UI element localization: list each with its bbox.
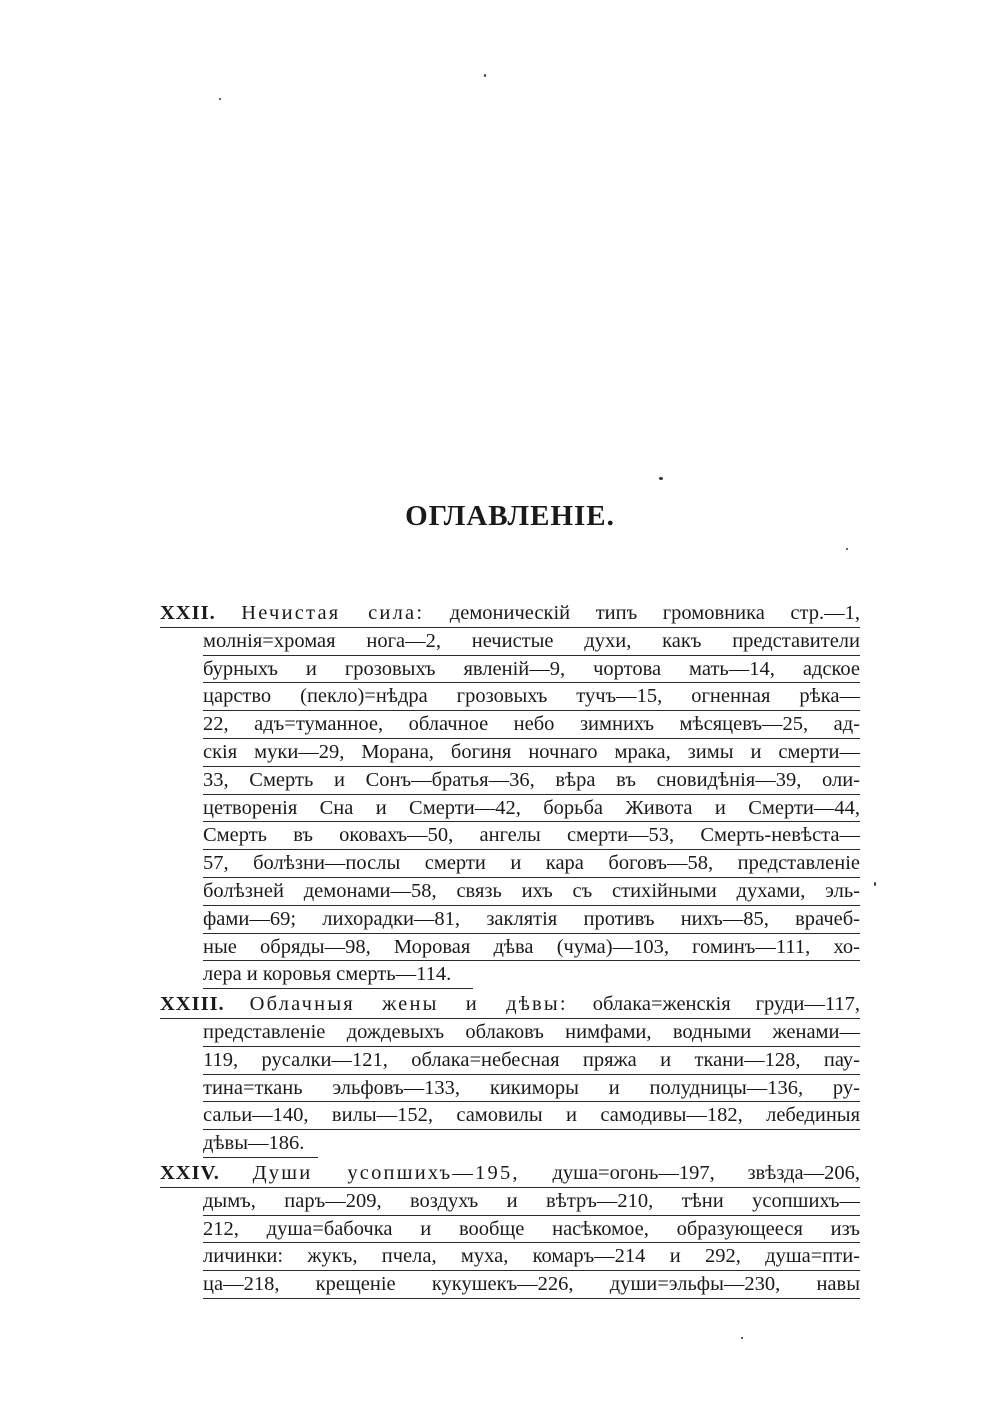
toc-line: сальи—140, вилы—152, самовилы и самодивы—182, лебединыя	[203, 1102, 860, 1130]
toc-line: фами—69; лихорадки—81, заклятія противъ нихъ—85, врачеб-	[203, 906, 860, 934]
chapter-numeral: XXII.	[160, 602, 216, 624]
toc-line: 57, болѣзни—послы смерти и кара боговъ—58, представленіе	[203, 850, 860, 878]
chapter-numeral: XXIV.	[160, 1161, 220, 1184]
toc-entry-xxiii	[160, 991, 860, 1158]
ink-speck	[219, 98, 221, 100]
toc-line-text: демоническій типъ громовника стр.—1,	[449, 602, 860, 624]
toc-entry-first-line	[160, 1160, 860, 1188]
page-title: ОГЛАВЛЕНІЕ.	[405, 500, 615, 532]
chapter-heading: Души усопшихъ—195,	[252, 1161, 520, 1184]
toc-line: ные обряды—98, Моровая дѣва (чума)—103, гоминъ—111, хо-	[203, 934, 860, 962]
ink-speck	[659, 477, 663, 480]
toc-line: лера и коровья смерть—114.	[203, 961, 473, 989]
toc-line: болѣзней демонами—58, связь ихъ съ стихійными духами, эль-	[203, 878, 860, 906]
toc-line: ца—218, крещеніе кукушекъ—226, души=эльфы—230, навы	[203, 1271, 860, 1299]
chapter-numeral: XXIII.	[160, 993, 225, 1016]
toc-entry-first-line	[160, 600, 860, 628]
toc-line: 212, душа=бабочка и вообще насѣкомое, образующееся изъ	[203, 1216, 860, 1244]
toc-line: представленіе дождевыхъ облаковъ нимфами, водными женами—	[203, 1019, 860, 1047]
toc-line: дымъ, паръ—209, воздухъ и вѣтръ—210, тѣни усопшихъ—	[203, 1188, 860, 1216]
toc-line: тина=ткань эльфовъ—133, кикиморы и полудницы—136, ру-	[203, 1075, 860, 1103]
toc-line-text: облака=женскія груди—117,	[592, 993, 860, 1016]
toc-line: скія муки—29, Морана, богиня ночнаго мрака, зимы и смерти—	[203, 739, 860, 767]
table-of-contents	[160, 600, 860, 1301]
toc-entry-first-line	[160, 991, 860, 1019]
ink-speck	[874, 882, 876, 886]
toc-entry-xxii	[160, 600, 860, 989]
toc-line: бурныхъ и грозовыхъ явленій—9, чортова мать—14, адское	[203, 656, 860, 684]
chapter-heading: Нечистая сила:	[241, 602, 425, 624]
toc-line: 119, русалки—121, облака=небесная пряжа и ткани—128, пау-	[203, 1047, 860, 1075]
ink-speck	[741, 1337, 743, 1339]
toc-line: личинки: жукъ, пчела, муха, комаръ—214 и 292, душа=пти-	[203, 1243, 860, 1271]
toc-line: молнія=хромая нога—2, нечистые духи, какъ представители	[203, 628, 860, 656]
toc-line: 33, Смерть и Сонъ—братья—36, вѣра въ сновидѣнія—39, оли-	[203, 767, 860, 795]
toc-line-text: душа=огонь—197, звѣзда—206,	[552, 1161, 860, 1184]
chapter-heading: Облачныя жены и дѣвы:	[249, 993, 568, 1016]
toc-line: 22, адъ=туманное, облачное небо зимнихъ мѣсяцевъ—25, ад-	[203, 711, 860, 739]
toc-line: цетворенія Сна и Смерти—42, борьба Живота и Смерти—44,	[203, 795, 860, 823]
toc-line: дѣвы—186.	[203, 1130, 318, 1158]
toc-line: царство (пекло)=нѣдра грозовыхъ тучъ—15, огненная рѣка—	[203, 683, 860, 711]
ink-speck	[484, 74, 486, 77]
toc-entry-xxiv	[160, 1160, 860, 1299]
toc-line: Смерть въ оковахъ—50, ангелы смерти—53, Смерть-невѣста—	[203, 822, 860, 850]
ink-speck	[846, 548, 848, 550]
